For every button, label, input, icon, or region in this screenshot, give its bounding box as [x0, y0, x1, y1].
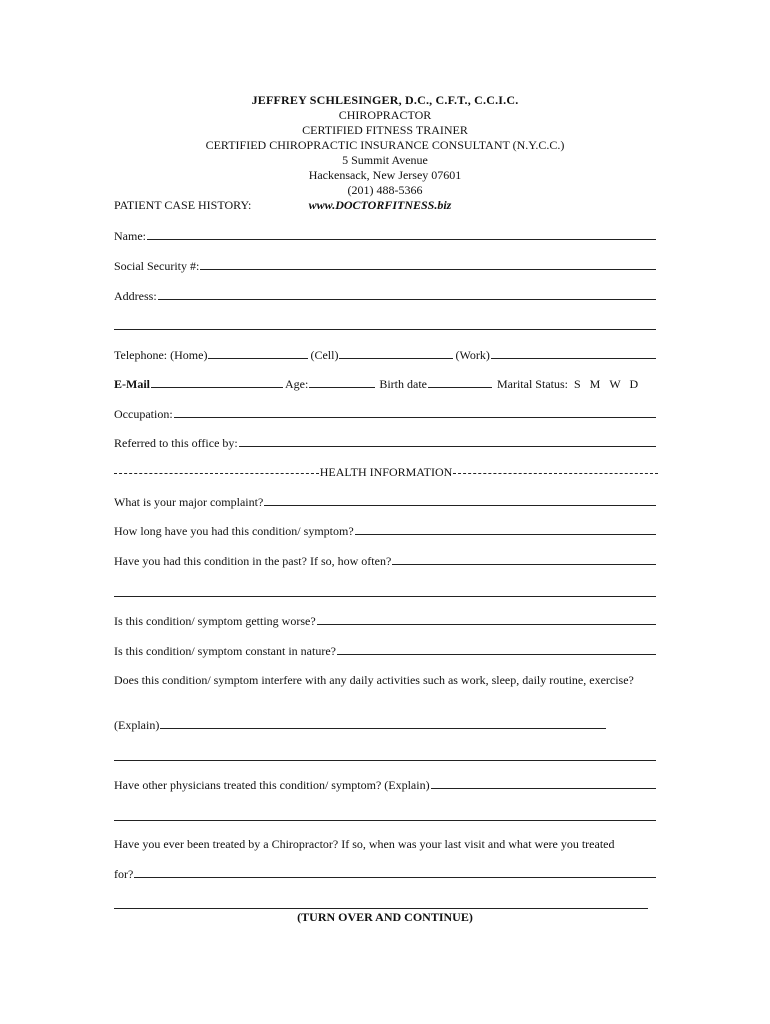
- referred-label: Referred to this office by:: [114, 436, 238, 450]
- other-physicians-label: Have other physicians treated this condition/ symptom? (Explain): [114, 778, 430, 792]
- name-row: [114, 228, 658, 244]
- how-long-row: [114, 523, 658, 539]
- birth-date-label: Birth date: [379, 377, 427, 391]
- email-label: E-Mail: [114, 377, 150, 391]
- past-condition-row: [114, 553, 658, 569]
- doctor-name: JEFFREY SCHLESINGER, D.C., C.F.T., C.C.I.C.: [251, 93, 519, 107]
- tel-work-input[interactable]: [491, 347, 656, 359]
- telephone-row: [114, 347, 658, 363]
- tel-work-label: (Work): [455, 348, 490, 362]
- city-address: Hackensack, New Jersey 07601: [308, 168, 462, 182]
- website-link[interactable]: www.DOCTORFITNESS.biz: [308, 198, 452, 212]
- address-label: Address:: [114, 289, 157, 303]
- treated-for-line-2-input[interactable]: [114, 908, 648, 909]
- occupation-input[interactable]: [174, 406, 656, 418]
- form-title: PATIENT CASE HISTORY:: [114, 198, 252, 212]
- health-section-divider: [114, 465, 658, 480]
- treated-for-row: [114, 866, 658, 882]
- street-address: 5 Summit Avenue: [342, 153, 428, 167]
- title-fitness-trainer: CERTIFIED FITNESS TRAINER: [302, 123, 468, 137]
- occupation-label: Occupation:: [114, 407, 173, 421]
- constant-row: [114, 643, 658, 659]
- explain-input[interactable]: [160, 717, 606, 729]
- explain-row: [114, 717, 608, 733]
- complaint-row: [114, 494, 658, 510]
- marital-option-m[interactable]: M: [589, 377, 601, 391]
- age-label: Age:: [285, 377, 309, 391]
- past-condition-input[interactable]: [392, 553, 656, 565]
- marital-option-w[interactable]: W: [609, 377, 621, 391]
- letterhead: [0, 93, 770, 213]
- email-age-row: [114, 376, 658, 392]
- tel-home-input[interactable]: [208, 347, 308, 359]
- turn-over-notice: (TURN OVER AND CONTINUE): [297, 910, 473, 924]
- complaint-label: What is your major complaint?: [114, 495, 264, 509]
- constant-label: Is this condition/ symptom constant in nature?: [114, 644, 336, 658]
- getting-worse-row: [114, 613, 658, 629]
- other-physicians-input[interactable]: [431, 777, 656, 789]
- getting-worse-label: Is this condition/ symptom getting worse?: [114, 614, 316, 628]
- marital-status-options: [568, 377, 638, 392]
- health-section-title: HEALTH INFORMATION: [319, 465, 453, 479]
- tel-home-label: Telephone: (Home): [114, 348, 208, 362]
- explain-label: (Explain): [114, 718, 160, 732]
- email-input[interactable]: [151, 376, 283, 388]
- other-physicians-row: [114, 777, 658, 793]
- treated-for-input[interactable]: [134, 866, 656, 878]
- explain-line-2-input[interactable]: [114, 760, 656, 761]
- address-row: [114, 288, 658, 304]
- how-long-input[interactable]: [355, 523, 656, 535]
- divider-dash-left: [114, 473, 319, 474]
- getting-worse-input[interactable]: [317, 613, 656, 625]
- tel-cell-label: (Cell): [310, 348, 339, 362]
- marital-option-s[interactable]: S: [573, 377, 581, 391]
- past-condition-label: Have you had this condition in the past? If so, how often?: [114, 554, 392, 568]
- referred-row: [114, 435, 658, 451]
- age-input[interactable]: [309, 376, 375, 388]
- address-input[interactable]: [158, 288, 656, 300]
- ssn-row: [114, 258, 658, 274]
- address-line-2-input[interactable]: [114, 329, 656, 330]
- complaint-input[interactable]: [264, 494, 656, 506]
- marital-status-label: Marital Status:: [496, 377, 568, 391]
- chiropractor-question: Have you ever been treated by a Chiropractor? If so, when was your last visit and what were you treated: [114, 837, 615, 851]
- other-physicians-line-2-input[interactable]: [114, 820, 656, 821]
- interfere-question: Does this condition/ symptom interfere with any daily activities such as work, sleep, daily routine, exercise?: [114, 673, 634, 687]
- past-condition-line-2-input[interactable]: [114, 596, 656, 597]
- tel-cell-input[interactable]: [339, 347, 453, 359]
- constant-input[interactable]: [337, 643, 656, 655]
- ssn-label: Social Security #:: [114, 259, 200, 273]
- treated-for-label: for?: [114, 867, 134, 881]
- how-long-label: How long have you had this condition/ symptom?: [114, 524, 354, 538]
- divider-dash-right: [453, 473, 658, 474]
- marital-option-d[interactable]: D: [629, 377, 639, 391]
- office-phone: (201) 488-5366: [347, 183, 423, 197]
- name-label: Name:: [114, 229, 146, 243]
- ssn-input[interactable]: [200, 258, 656, 270]
- title-chiropractor: CHIROPRACTOR: [338, 108, 432, 122]
- name-input[interactable]: [147, 228, 656, 240]
- birth-date-input[interactable]: [428, 376, 492, 388]
- referred-input[interactable]: [239, 435, 656, 447]
- occupation-row: [114, 406, 658, 422]
- title-insurance-consultant: CERTIFIED CHIROPRACTIC INSURANCE CONSULTANT (N.Y.C.C.): [205, 138, 565, 152]
